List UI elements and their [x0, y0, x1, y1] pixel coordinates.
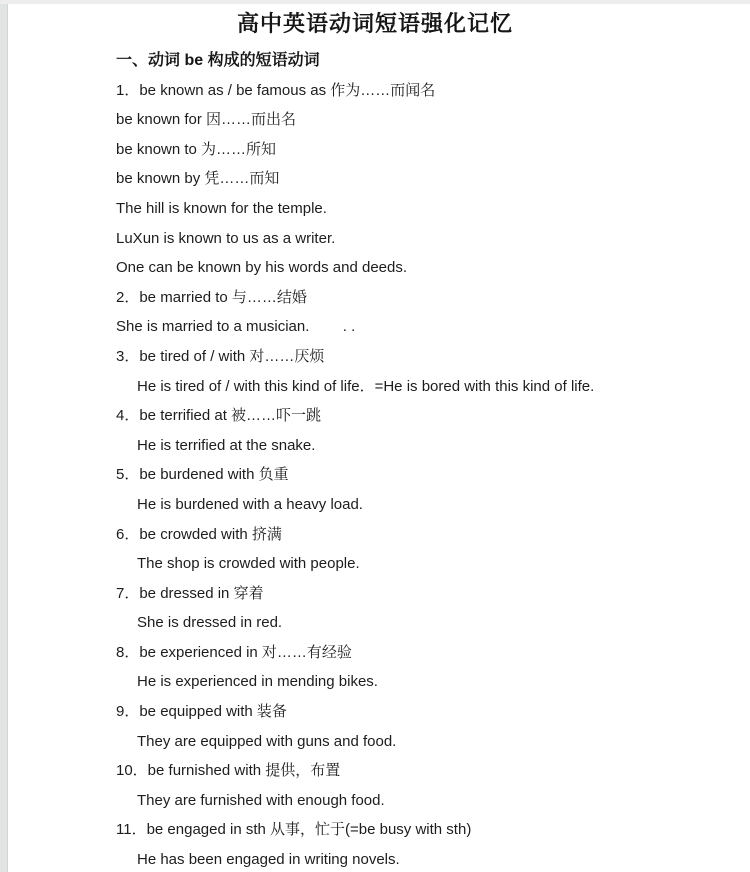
text-line: The hill is known for the temple.	[116, 199, 327, 217]
text-line: 11．be engaged in sth 从事，忙于(=be busy with sth)	[116, 821, 472, 839]
text-line: 9．be equipped with 装备	[116, 703, 287, 721]
text-line: 1．be known as / be famous as 作为……而闻名	[116, 81, 436, 99]
text-line: He is terrified at the snake.	[137, 436, 316, 454]
text-line: 10．be furnished with 提供，布置	[116, 762, 341, 780]
text-line: He has been engaged in writing novels.	[137, 851, 400, 869]
document-body	[116, 46, 734, 872]
text-line: be known by 凭……而知	[116, 170, 280, 188]
text-line: The shop is crowded with people.	[137, 555, 360, 573]
text-line: 3．be tired of / with 对……厌烦	[116, 347, 325, 365]
text-line: They are equipped with guns and food.	[137, 732, 397, 750]
text-line: She is dressed in red.	[137, 614, 283, 632]
text-line: She is married to a musician. . .	[116, 318, 356, 336]
page-left-edge	[0, 0, 8, 872]
document-title: 高中英语动词短语强化记忆	[236, 11, 513, 36]
text-line: He is experienced in mending bikes.	[137, 673, 378, 691]
text-line: They are furnished with enough food.	[137, 791, 385, 809]
text-line: LuXun is known to us as a writer.	[116, 229, 336, 247]
text-line: 5．be burdened with 负重	[116, 466, 289, 484]
section-heading: 一、动词 be 构成的短语动词	[116, 52, 320, 69]
text-line: be known to 为……所知	[116, 140, 277, 158]
phrase-list	[116, 76, 734, 872]
text-line: be known for 因……而出名	[116, 111, 297, 129]
text-line: 2．be married to 与……结婚	[116, 288, 307, 306]
text-line: 4．be terrified at 被……吓一跳	[116, 407, 322, 425]
text-line: He is tired of / with this kind of life．=He is bored with this kind of life.	[137, 377, 595, 395]
text-line: 7．be dressed in 穿着	[116, 584, 264, 602]
text-line: One can be known by his words and deeds.	[116, 259, 408, 277]
text-line: 8．be experienced in 对……有经验	[116, 643, 352, 661]
text-line: 6．be crowded with 挤满	[116, 525, 282, 543]
page-top-edge	[0, 0, 750, 4]
text-line: He is burdened with a heavy load.	[137, 495, 363, 513]
